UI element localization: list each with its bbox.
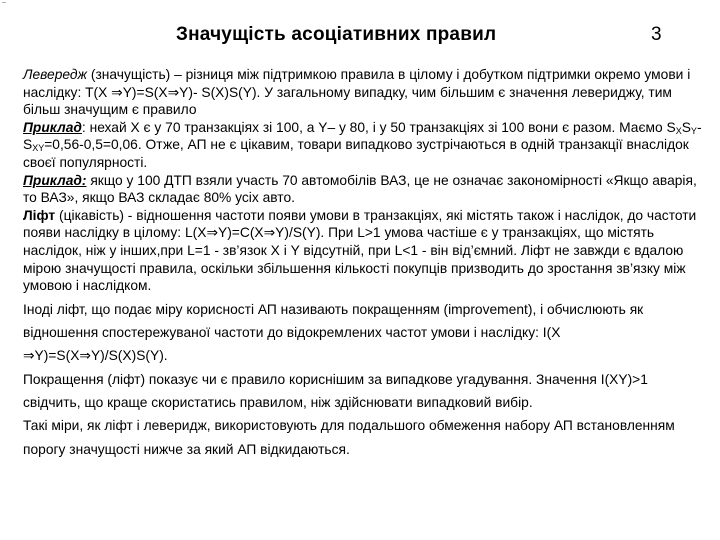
leverage-definition — [23, 66, 705, 119]
example-1-label: Приклад — [23, 119, 82, 135]
sub-y: Y — [690, 125, 697, 136]
slide-body — [23, 66, 705, 461]
example-1-text-b: =0,56-0,5=0,06. Отже, АП не є цікавим, товари випадково зустрічаються в одній транзакції внаслідок своєї популярності. — [23, 137, 689, 170]
lift-usefulness-paragraph: Покращення (ліфт) показує чи є правило кориснішим за випадкове угадування. Значення I(XY)>1 свідчить, що краще скористатись правилом, ніж здійснювати випадковий вибір. — [23, 371, 648, 410]
leverage-text: (значущість) – різниця між підтримкою правила в цілому і добутком підтримки окремо умови і наслідку: T(X ⇒Y)=S(X⇒Y)- S(X)S(Y). У загальному випадку, чим більшим є значення левериджу, тим більш значущим є правило — [23, 67, 691, 118]
leverage-term: Левередж — [23, 67, 88, 82]
lift-definition — [23, 207, 705, 295]
example-2-text: якщо у 100 ДТП взяли участь 70 автомобілів ВАЗ, це не означає закономірності «Якщо аварія, то ВАЗ», якщо ВАЗ складає 80% усіх авто. — [23, 172, 697, 206]
improvement-paragraph: Іноді ліфт, що подає міру корисності АП називають покращенням (improvement), і обчислюють як відношення спостережуваної частоти до відокремлених частот умови і наслідку: I(X ⇒Y)=S(X⇒Y)/S(X)S(Y). — [23, 301, 644, 364]
example-1 — [23, 119, 705, 172]
dash-s: -S — [23, 119, 702, 153]
example-2 — [23, 172, 705, 207]
slide-number: 3 — [651, 24, 662, 45]
slide-title: Значущість асоціативних правил — [176, 24, 497, 45]
example-2-label: Приклад: — [23, 172, 87, 188]
lift-term: Ліфт — [23, 207, 56, 223]
threshold-paragraph: Такі міри, як ліфт і леверидж, використовують для подальшого обмеження набору АП встановленням порогу значущості нижче за який АП відкидаються. — [23, 418, 675, 457]
sub-xy: XY — [32, 143, 45, 154]
s-mid: S — [681, 119, 691, 135]
sub-x: X — [675, 125, 682, 136]
lift-text: (цікавість) - відношення частоти появи умови в транзакціях, які містять також і наслідок, до частоти появи наслідку в цілому: L(X⇒Y)=C(X⇒Y)/S(Y). При L>1 умова частіше є у транзакціях, що містять наслідок, ніж у інших,при L=1 - зв’язок X і Y відсутній, при L<1 - він від’ємний. Ліфт не завжди є вдалою мірою значущості правила, оскільки збільшення кількості покупців призводить до зростання зв’язку між умовою і наслідком. — [23, 207, 697, 294]
corner-mark: ~ — [2, 0, 7, 7]
example-1-text-a: : нехай X є у 70 транзакціях зі 100, а Y– у 80, і у 50 транзакціях зі 100 вони є разом. Маємо S — [81, 119, 676, 135]
